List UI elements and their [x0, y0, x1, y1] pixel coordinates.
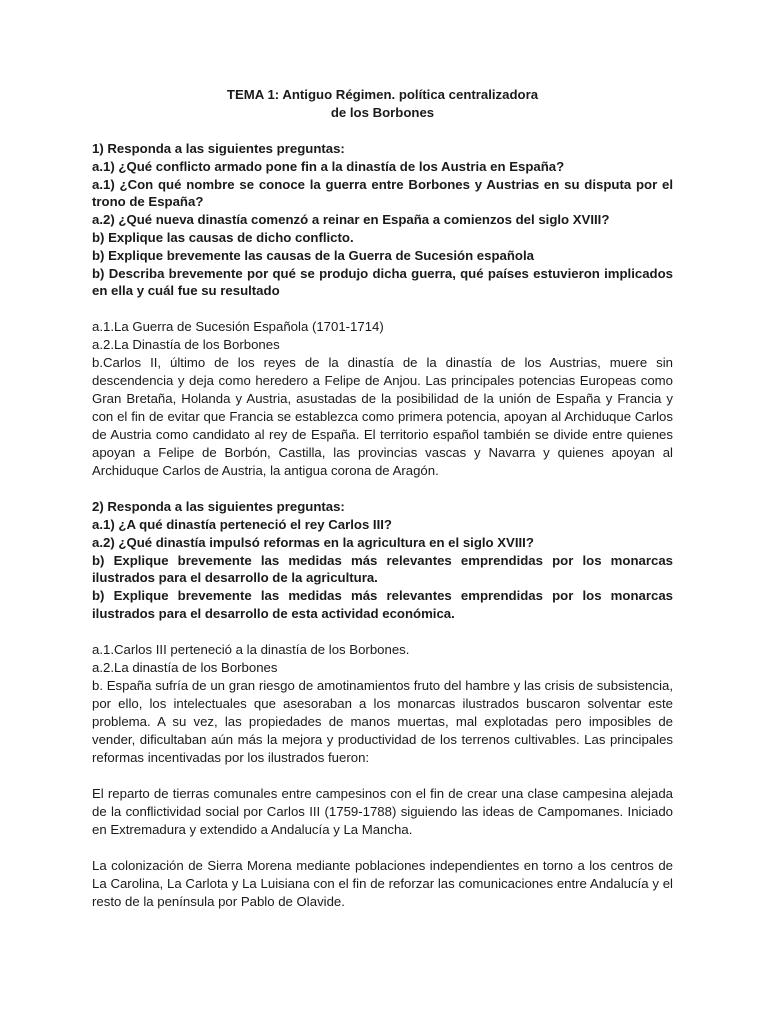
title-line-2: de los Borbones	[330, 105, 435, 120]
section-1-questions	[92, 140, 673, 300]
question-heading: 1) Responda a las siguientes preguntas:	[92, 141, 345, 156]
question-item: b) Describa brevemente por qué se produjo dicha guerra, qué países estuvieron implicados en ella y cuál fue su resultado	[92, 265, 673, 299]
question-item: b) Explique brevemente las causas de la Guerra de Sucesión española	[92, 247, 534, 263]
question-item: a.1) ¿Con qué nombre se conoce la guerra entre Borbones y Austrias en su disputa por el trono de España?	[92, 176, 673, 210]
question-heading: 2) Responda a las siguientes preguntas:	[92, 499, 345, 515]
answer-item: a.1.Carlos III perteneció a la dinastía de los Borbones.	[92, 641, 410, 657]
answer-item: a.2.La dinastía de los Borbones	[92, 659, 278, 675]
document-page	[92, 86, 673, 911]
answer-item: b. España sufría de un gran riesgo de amotinamientos fruto del hambre y las crisis de subsistencia, por ello, los intelectuales que asesoraban a los monarcas ilustrados buscaron solventar este problema. A su vez, las propiedades de manos muertas, mal explotadas pero imposibles de vender, dificultaban aún más la mejora y productividad de los terrenos cultivables. Las principales reformas incentivadas por los ilustrados fueron:	[92, 677, 673, 765]
body-paragraph: El reparto de tierras comunales entre campesinos con el fin de crear una clase campesina alejada de la conflictividad social por Carlos III (1759-1788) siguiendo las ideas de Campomanes. Iniciado en Extremadura y extendido a Andalucía y La Mancha.	[92, 785, 673, 837]
answer-item: a.2.La Dinastía de los Borbones	[92, 337, 280, 353]
body-paragraph: La colonización de Sierra Morena mediante poblaciones independientes en torno a los centros de La Carolina, La Carlota y La Luisiana con el fin de reforzar las comunicaciones entre Andalucía y el resto de la península por Pablo de Olavide.	[92, 857, 673, 909]
question-item: b) Explique las causas de dicho conflicto.	[92, 229, 354, 245]
answer-item: a.1.La Guerra de Sucesión Española (1701-1714)	[92, 319, 384, 335]
section-2-answers	[92, 641, 673, 767]
section-2-questions	[92, 498, 673, 623]
question-item: a.1) ¿A qué dinastía perteneció el rey Carlos III?	[92, 516, 392, 532]
question-item: a.1) ¿Qué conflicto armado pone fin a la dinastía de los Austria en España?	[92, 158, 565, 174]
question-item: a.2) ¿Qué dinastía impulsó reformas en la agricultura en el siglo XVIII?	[92, 534, 534, 550]
question-item: b) Explique brevemente las medidas más relevantes emprendidas por los monarcas ilustrados para el desarrollo de la agricultura.	[92, 552, 673, 586]
section-1-answers	[92, 318, 673, 480]
document-title	[92, 86, 673, 122]
question-item: a.2) ¿Qué nueva dinastía comenzó a reinar en España a comienzos del siglo XVIII?	[92, 212, 610, 228]
answer-item: b.Carlos II, último de los reyes de la dinastía de la dinastía de los Austrias, muere sin descendencia y deja como heredero a Felipe de Anjou. Las principales potencias Europeas como Gran Bretaña, Holanda y Austria, asustadas de la posibilidad de la unión de España y Francia y con el fin de evitar que Francia se establezca como primera potencia, apoyan al Archiduque Carlos de Austria como candidato al rey de España. El territorio español también se divide entre quienes apoyan a Felipe de Borbón, Castilla, las provincias vascas y Navarra y quienes apoyan al Archiduque Carlos de Austria, la antigua corona de Aragón.	[92, 355, 673, 479]
question-item: b) Explique brevemente las medidas más relevantes emprendidas por los monarcas ilustrados para el desarrollo de esta actividad económica.	[92, 588, 673, 621]
title-line-1: TEMA 1: Antiguo Régimen. política centralizadora	[226, 87, 539, 102]
